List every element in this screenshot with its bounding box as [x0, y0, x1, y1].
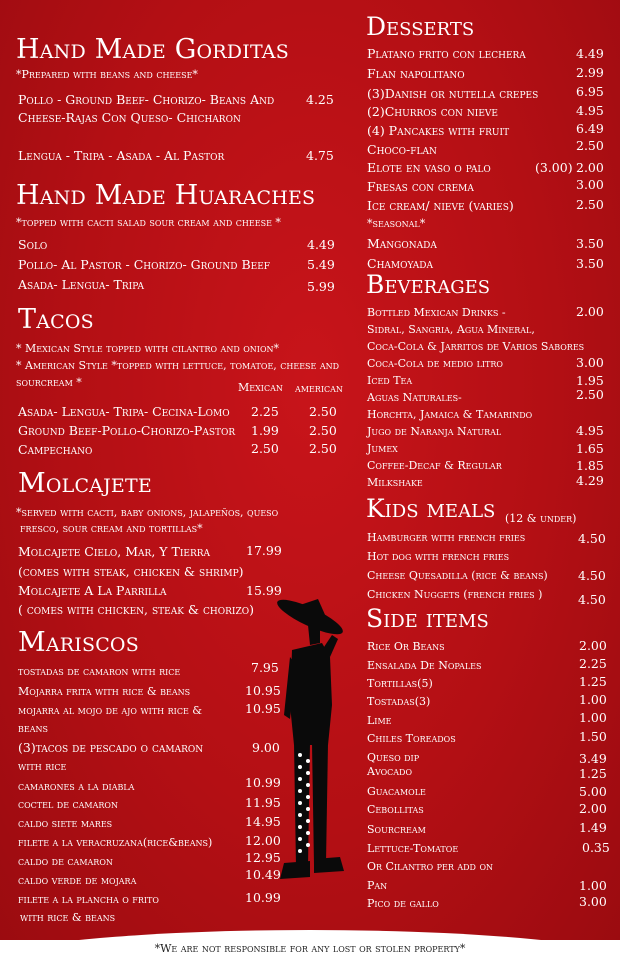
menu-item-price: 10.99 [245, 890, 281, 905]
menu-item-price: 5.99 [307, 279, 335, 294]
menu-item-name: (2)Churros con nieve [367, 104, 498, 119]
menu-item-price: 2.00 [579, 638, 607, 653]
menu-item-price: 1.65 [576, 441, 604, 456]
desserts-title: Desserts [366, 12, 475, 41]
menu-item-name: Asada- Lengua- Tripa [18, 277, 144, 292]
menu-item-name: (3)Danish or nutella crepes [367, 86, 539, 101]
menu-item-price: 2.25 [251, 404, 279, 419]
menu-item-price: 6.95 [576, 84, 604, 99]
menu-item-name: caldo siete mares [18, 817, 113, 830]
menu-item-price: 17.99 [246, 543, 282, 558]
menu-item-name: Jumex [367, 442, 398, 455]
menu-item-name: Pico de gallo [367, 897, 439, 910]
menu-item-price: 4.95 [576, 103, 604, 118]
menu-item-price: 2.50 [576, 387, 604, 402]
menu-item-name: Lettuce-Tomatoe [367, 842, 459, 855]
menu-item-name: Avocado [367, 765, 413, 778]
menu-item-name: mojarra al mojo de ajo with rice & [18, 704, 203, 717]
menu-item-name: caldo verde de mojara [18, 874, 137, 887]
menu-item-price: 1.95 [576, 373, 604, 388]
menu-item-name: coctel de camaron [18, 798, 118, 811]
seasonal-note: *seasonal* [367, 217, 426, 230]
menu-item-name: Flan napolitano [367, 66, 465, 81]
menu-item-price: 1.49 [579, 820, 607, 835]
menu-item-price: 1.00 [579, 878, 607, 893]
menu-item-price: 4.49 [307, 237, 335, 252]
menu-item-name: Fresas con crema [367, 179, 474, 194]
menu-item-price: 1.85 [576, 458, 604, 473]
menu-item-name: tostadas de camaron with rice [18, 665, 181, 678]
menu-item-price: 3.49 [579, 751, 607, 766]
menu-item-price: 2.00 [579, 801, 607, 816]
gorditas-title: Hand Made Gorditas [16, 34, 289, 65]
menu-item-name: Cheese-Rajas Con Queso- Chicharon [18, 110, 241, 125]
menu-item-price: 15.99 [246, 583, 282, 598]
menu-item-price: 2.00 [576, 304, 604, 319]
menu-item-price: 2.50 [309, 404, 337, 419]
huaraches-title: Hand Made Huaraches [16, 180, 316, 211]
menu-item-desc: Horchta, Jamaica & Tamarindo [367, 408, 533, 421]
menu-item-name: Pan [367, 879, 388, 892]
menu-item-name: Asada- Lengua- Tripa- Cecina-Lomo [18, 404, 230, 419]
menu-item-price: 3.50 [576, 236, 604, 251]
menu-item-price: 4.29 [576, 473, 604, 488]
menu-item-name: Jugo de Naranja Natural [367, 425, 502, 438]
molcajete-title: Molcajete [18, 468, 152, 499]
beverages-title: Beverages [366, 270, 491, 299]
menu-item-price: 1.25 [579, 674, 607, 689]
menu-item-name: Chicken Nuggets (french fries ) [367, 588, 543, 601]
sides-title: Side items [366, 604, 489, 633]
menu-item-price: 2.00 [576, 160, 604, 175]
menu-item-name: camarones a la diabla [18, 780, 135, 793]
menu-item-price: 4.50 [578, 592, 606, 607]
menu-item-price: 2.99 [576, 65, 604, 80]
menu-item-price-alt: (3.00) [535, 160, 573, 175]
menu-item-name-cont: beans [18, 722, 48, 735]
tacos-col-american: american [295, 382, 343, 395]
menu-item-price: 1.00 [579, 692, 607, 707]
menu-item-name: Aguas Naturales- [367, 391, 462, 404]
footer-disclaimer: *We are not responsible for any lost or stolen property* [154, 942, 466, 955]
menu-item-name: Lime [367, 714, 392, 727]
menu-item-desc: Sidral, Sangria, Agua Mineral, [367, 323, 535, 336]
tacos-note-american: * American Style *topped with lettuce, tomatoe, cheese and [16, 359, 340, 372]
menu-item-name: Ground Beef-Pollo-Chorizo-Pastor [18, 423, 236, 438]
tacos-title: Tacos [18, 304, 94, 335]
menu-item-name: Lengua - Tripa - Asada - Al Pastor [18, 148, 225, 163]
menu-item-price: 1.50 [579, 729, 607, 744]
menu-item-name: Campechano [18, 442, 93, 457]
menu-item-price: 10.95 [245, 701, 281, 716]
menu-item-price: 2.50 [576, 138, 604, 153]
mariscos-title: Mariscos [18, 627, 139, 658]
menu-item-price: 4.50 [578, 568, 606, 583]
tacos-col-mexican: Mexican [238, 381, 283, 394]
molcajete-note: *served with cacti, baby onions, jalapeños, queso [16, 506, 279, 519]
menu-item-name: Ensalada De Nopales [367, 659, 482, 672]
menu-item-name: Solo [18, 237, 48, 252]
tacos-note-mexican: * Mexican Style topped with cilantro and onion* [16, 342, 280, 355]
menu-item-name: Iced Tea [367, 374, 413, 387]
menu-item-price: 1.25 [579, 766, 607, 781]
menu-item-name-cont: with rice & beans [20, 911, 116, 924]
menu-item-price: 7.95 [251, 660, 279, 675]
menu-item-price: 1.99 [251, 423, 279, 438]
menu-item-price: 4.25 [306, 92, 334, 107]
menu-item-price: 5.49 [307, 257, 335, 272]
menu-item-name: Choco-flan [367, 142, 437, 157]
menu-item-name: Ice cream/ nieve (varies) [367, 198, 514, 213]
kids-title: Kids meals [366, 494, 496, 523]
menu-item-name: Mojarra frita with rice & beans [18, 685, 191, 698]
menu-item-name: Cheese Quesadilla (rice & beans) [367, 569, 548, 582]
menu-item-price: 4.95 [576, 423, 604, 438]
menu-item-name: filete a la plancha o frito [18, 893, 159, 906]
menu-item-name: Sourcream [367, 823, 426, 836]
menu-item-price: 3.50 [576, 256, 604, 271]
menu-item-name: Elote en vaso o palo [367, 160, 491, 175]
menu-item-name: Coffee-Decaf & Regular [367, 459, 502, 472]
menu-item-desc: Or Cilantro per add on [367, 860, 494, 873]
menu-item-price: 3.00 [576, 177, 604, 192]
kids-subtitle: (12 & under) [505, 512, 577, 525]
menu-item-name: (3)tacos de pescado o camaron [18, 740, 204, 755]
menu-item-price: 4.49 [576, 46, 604, 61]
menu-item-price: 2.50 [251, 441, 279, 456]
menu-item-name: Pollo- Al Pastor - Chorizo- Ground Beef [18, 257, 271, 272]
menu-item-price: 2.50 [309, 441, 337, 456]
menu-item-desc: ( comes with chicken, steak & chorizo) [18, 602, 254, 617]
menu-item-name: Pollo - Ground Beef- Chorizo- Beans And [18, 92, 275, 107]
menu-item-desc: (comes with steak, chicken & shrimp) [18, 564, 244, 579]
menu-item-price: 4.50 [578, 531, 606, 546]
menu-item-price: 6.49 [576, 121, 604, 136]
menu-item-price: 12.95 [245, 850, 281, 865]
menu-item-price: 0.35 [582, 840, 610, 855]
menu-item-price: 3.00 [579, 894, 607, 909]
tacos-note-american-cont: sourcream * [16, 376, 82, 389]
menu-item-price: 2.50 [309, 423, 337, 438]
menu-item-price: 4.75 [306, 148, 334, 163]
menu-item-price: 2.50 [576, 197, 604, 212]
menu-item-name: Coca-Cola de medio litro [367, 357, 503, 370]
menu-item-name: caldo de camaron [18, 855, 113, 868]
menu-item-price: 1.00 [579, 710, 607, 725]
menu-item-price: 9.00 [252, 740, 280, 755]
menu-item-name: Chiles Toreados [367, 732, 456, 745]
menu-item-name: filete a la veracruzana(rice&beans) [18, 836, 213, 849]
menu-item-name: Molcajete Cielo, Mar, Y Tierra [18, 544, 211, 559]
menu-item-name-cont: with rice [18, 760, 67, 773]
menu-item-name: Queso dip [367, 751, 420, 764]
menu-item-name: Rice Or Beans [367, 640, 445, 653]
menu-item-name: Hot dog with french fries [367, 550, 510, 563]
menu-item-name: Mangonada [367, 236, 437, 251]
menu-item-price: 10.95 [245, 683, 281, 698]
menu-item-name: Molcajete A La Parrilla [18, 583, 167, 598]
menu-item-price: 12.00 [245, 833, 281, 848]
menu-item-price: 10.49 [245, 867, 281, 882]
menu-item-price: 11.95 [245, 795, 281, 810]
molcajete-note-cont: fresco, sour cream and tortillas* [20, 522, 203, 535]
menu-item-price: 5.00 [579, 784, 607, 799]
charro-silhouette-icon [270, 595, 370, 895]
menu-item-name: Guacamole [367, 785, 426, 798]
menu-item-name: Cebollitas [367, 803, 424, 816]
menu-item-price: 14.95 [245, 814, 281, 829]
menu-item-name: Tortillas(5) [367, 677, 433, 690]
gorditas-note: *Prepared with beans and cheese* [16, 68, 198, 81]
menu-item-name: Hamburger with french fries [367, 531, 526, 544]
menu-item-price: 10.99 [245, 775, 281, 790]
menu-item-name: Tostadas(3) [367, 695, 431, 708]
huaraches-note: *topped with cacti salad sour cream and cheese * [16, 216, 281, 229]
menu-item-price: 2.25 [579, 656, 607, 671]
menu-item-desc: Coca-Cola & Jarritos de Varios Sabores [367, 340, 585, 353]
menu-item-price: 3.00 [576, 355, 604, 370]
menu-item-name: (4) Pancakes with fruit [367, 123, 510, 138]
menu-item-name: Bottled Mexican Drinks - [367, 306, 506, 319]
menu-item-name: Milkshake [367, 476, 423, 489]
menu-item-name: Chamoyada [367, 256, 433, 271]
menu-item-name: Platano frito con lechera [367, 46, 526, 61]
